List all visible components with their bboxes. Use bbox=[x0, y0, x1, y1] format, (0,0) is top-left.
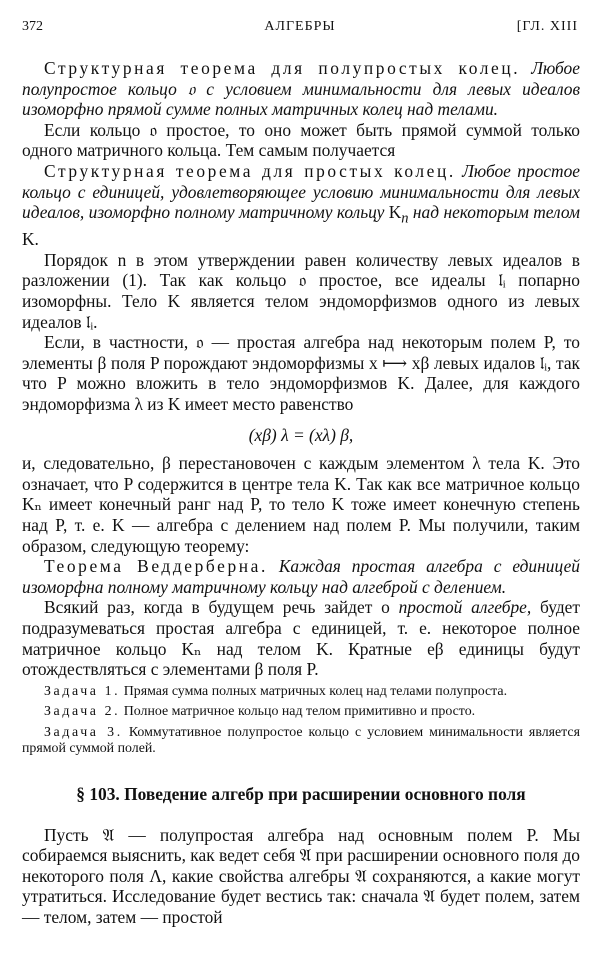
theorem-simple bbox=[22, 161, 580, 250]
paragraph: Порядок n в этом утверждении равен количеству левых идеалов в разложении (1). Так как кольцо 𝔬 простое, все идеалы 𝔩ᵢ попарно изоморфны. Тело K является телом эндоморфизмов одного из левых идеалов 𝔩ᵢ. bbox=[22, 249, 580, 332]
exercise-1: Задача 1. Прямая сумма полных матричных колец над телами полупроста. bbox=[44, 683, 508, 699]
theorem-heading: Теорема Веддерберна. bbox=[44, 556, 268, 577]
exercise-label: Задача 2. bbox=[44, 704, 121, 720]
page-body bbox=[22, 58, 580, 928]
paragraph: Если, в частности, 𝔬 — простая алгебра над некоторым полем P, то элементы β поля P порождают эндоморфизмы x ⟼ xβ левых идалов 𝔩ᵢ, так что P можно вложить в тело эндоморфизмов K. Далее, для каждого эндоморфизма λ из K имеет место равенство bbox=[22, 332, 580, 414]
paragraph: Если кольцо 𝔬 простое, то оно может быть прямой суммой только одного матричного кольца. Тем самым получается bbox=[22, 119, 580, 161]
exercise-label: Задача 1. bbox=[44, 683, 121, 699]
paragraph: и, следовательно, β перестановочен с каждым элементом λ тела K. Это означает, что P содержится в центре тела K. Так как все матричное кольцо Kₙ имеет конечный ранг над P, то тело K тоже имеет конечную степень над P, т. е. K — алгебра с делением над полем P. Мы получили, таким образом, следующую теорему: bbox=[22, 453, 580, 556]
section-heading: § 103. Поведение алгебр при расширении основного поля bbox=[76, 784, 526, 805]
symbol-n: n bbox=[401, 210, 409, 227]
page-header bbox=[22, 16, 578, 38]
theorem-statement-end: над некоторым телом bbox=[412, 202, 580, 223]
theorem-heading: Структурная теорема для простых колец. bbox=[44, 160, 456, 181]
emphasis: простой алгебре, bbox=[398, 597, 532, 618]
chapter-label: [ГЛ. XIII bbox=[516, 19, 578, 34]
theorem-statement: Любое простое кольцо с единицей, удовлетворяющее условию минимальности для левых идеалов, изоморфно полному матричному кольцу bbox=[22, 160, 580, 223]
running-title: АЛГЕБРЫ bbox=[264, 19, 336, 34]
theorem-statement: Любое полупростое кольцо 𝔬 с условием минимальности для левых идеалов изоморфно прямой сумме полных матричных колец над телами. bbox=[22, 58, 580, 120]
exercise-3: Задача 3. Коммутативное полупростое кольцо с условием минимальности является прямой суммой полей. bbox=[22, 724, 580, 757]
symbol-K: K bbox=[388, 202, 402, 223]
paragraph: Пусть 𝔄 — полупростая алгебра над основным полем P. Мы собираемся выяснить, как ведет себя 𝔄 при расширении основного поля до некоторого поля Λ, какие свойства алгебры 𝔄 сохраняются, а какие могут утратиться. Исследование будет вестись так: сначала 𝔄 будет полем, затем — телом, затем — простой bbox=[22, 824, 580, 928]
page-number: 372 bbox=[22, 19, 43, 34]
theorem-heading: Структурная теорема для полупростых колец. bbox=[44, 58, 521, 78]
paragraph: Всякий раз, когда в будущем речь зайдет о простой алгебре, будет подразумеваться простая алгебра с единицей, т. е. некоторое полное матричное кольцо Kₙ над телом K. Кратные eβ единицы будут отождествляться с элементами β поля P. bbox=[22, 597, 581, 680]
exercise-2: Задача 2. Полное матричное кольцо над телом примитивно и просто. bbox=[44, 704, 476, 720]
theorem-statement: Каждая простая алгебра с единицей изоморфна полному матричному кольцу над алгеброй с делением. bbox=[22, 556, 580, 597]
theorem-semisimple bbox=[22, 58, 580, 120]
theorem-wedderburn bbox=[22, 556, 580, 597]
formula: (xβ) λ = (xλ) β, bbox=[248, 424, 354, 445]
exercise-label: Задача 3. bbox=[44, 724, 123, 740]
symbol-K: K. bbox=[22, 229, 39, 250]
